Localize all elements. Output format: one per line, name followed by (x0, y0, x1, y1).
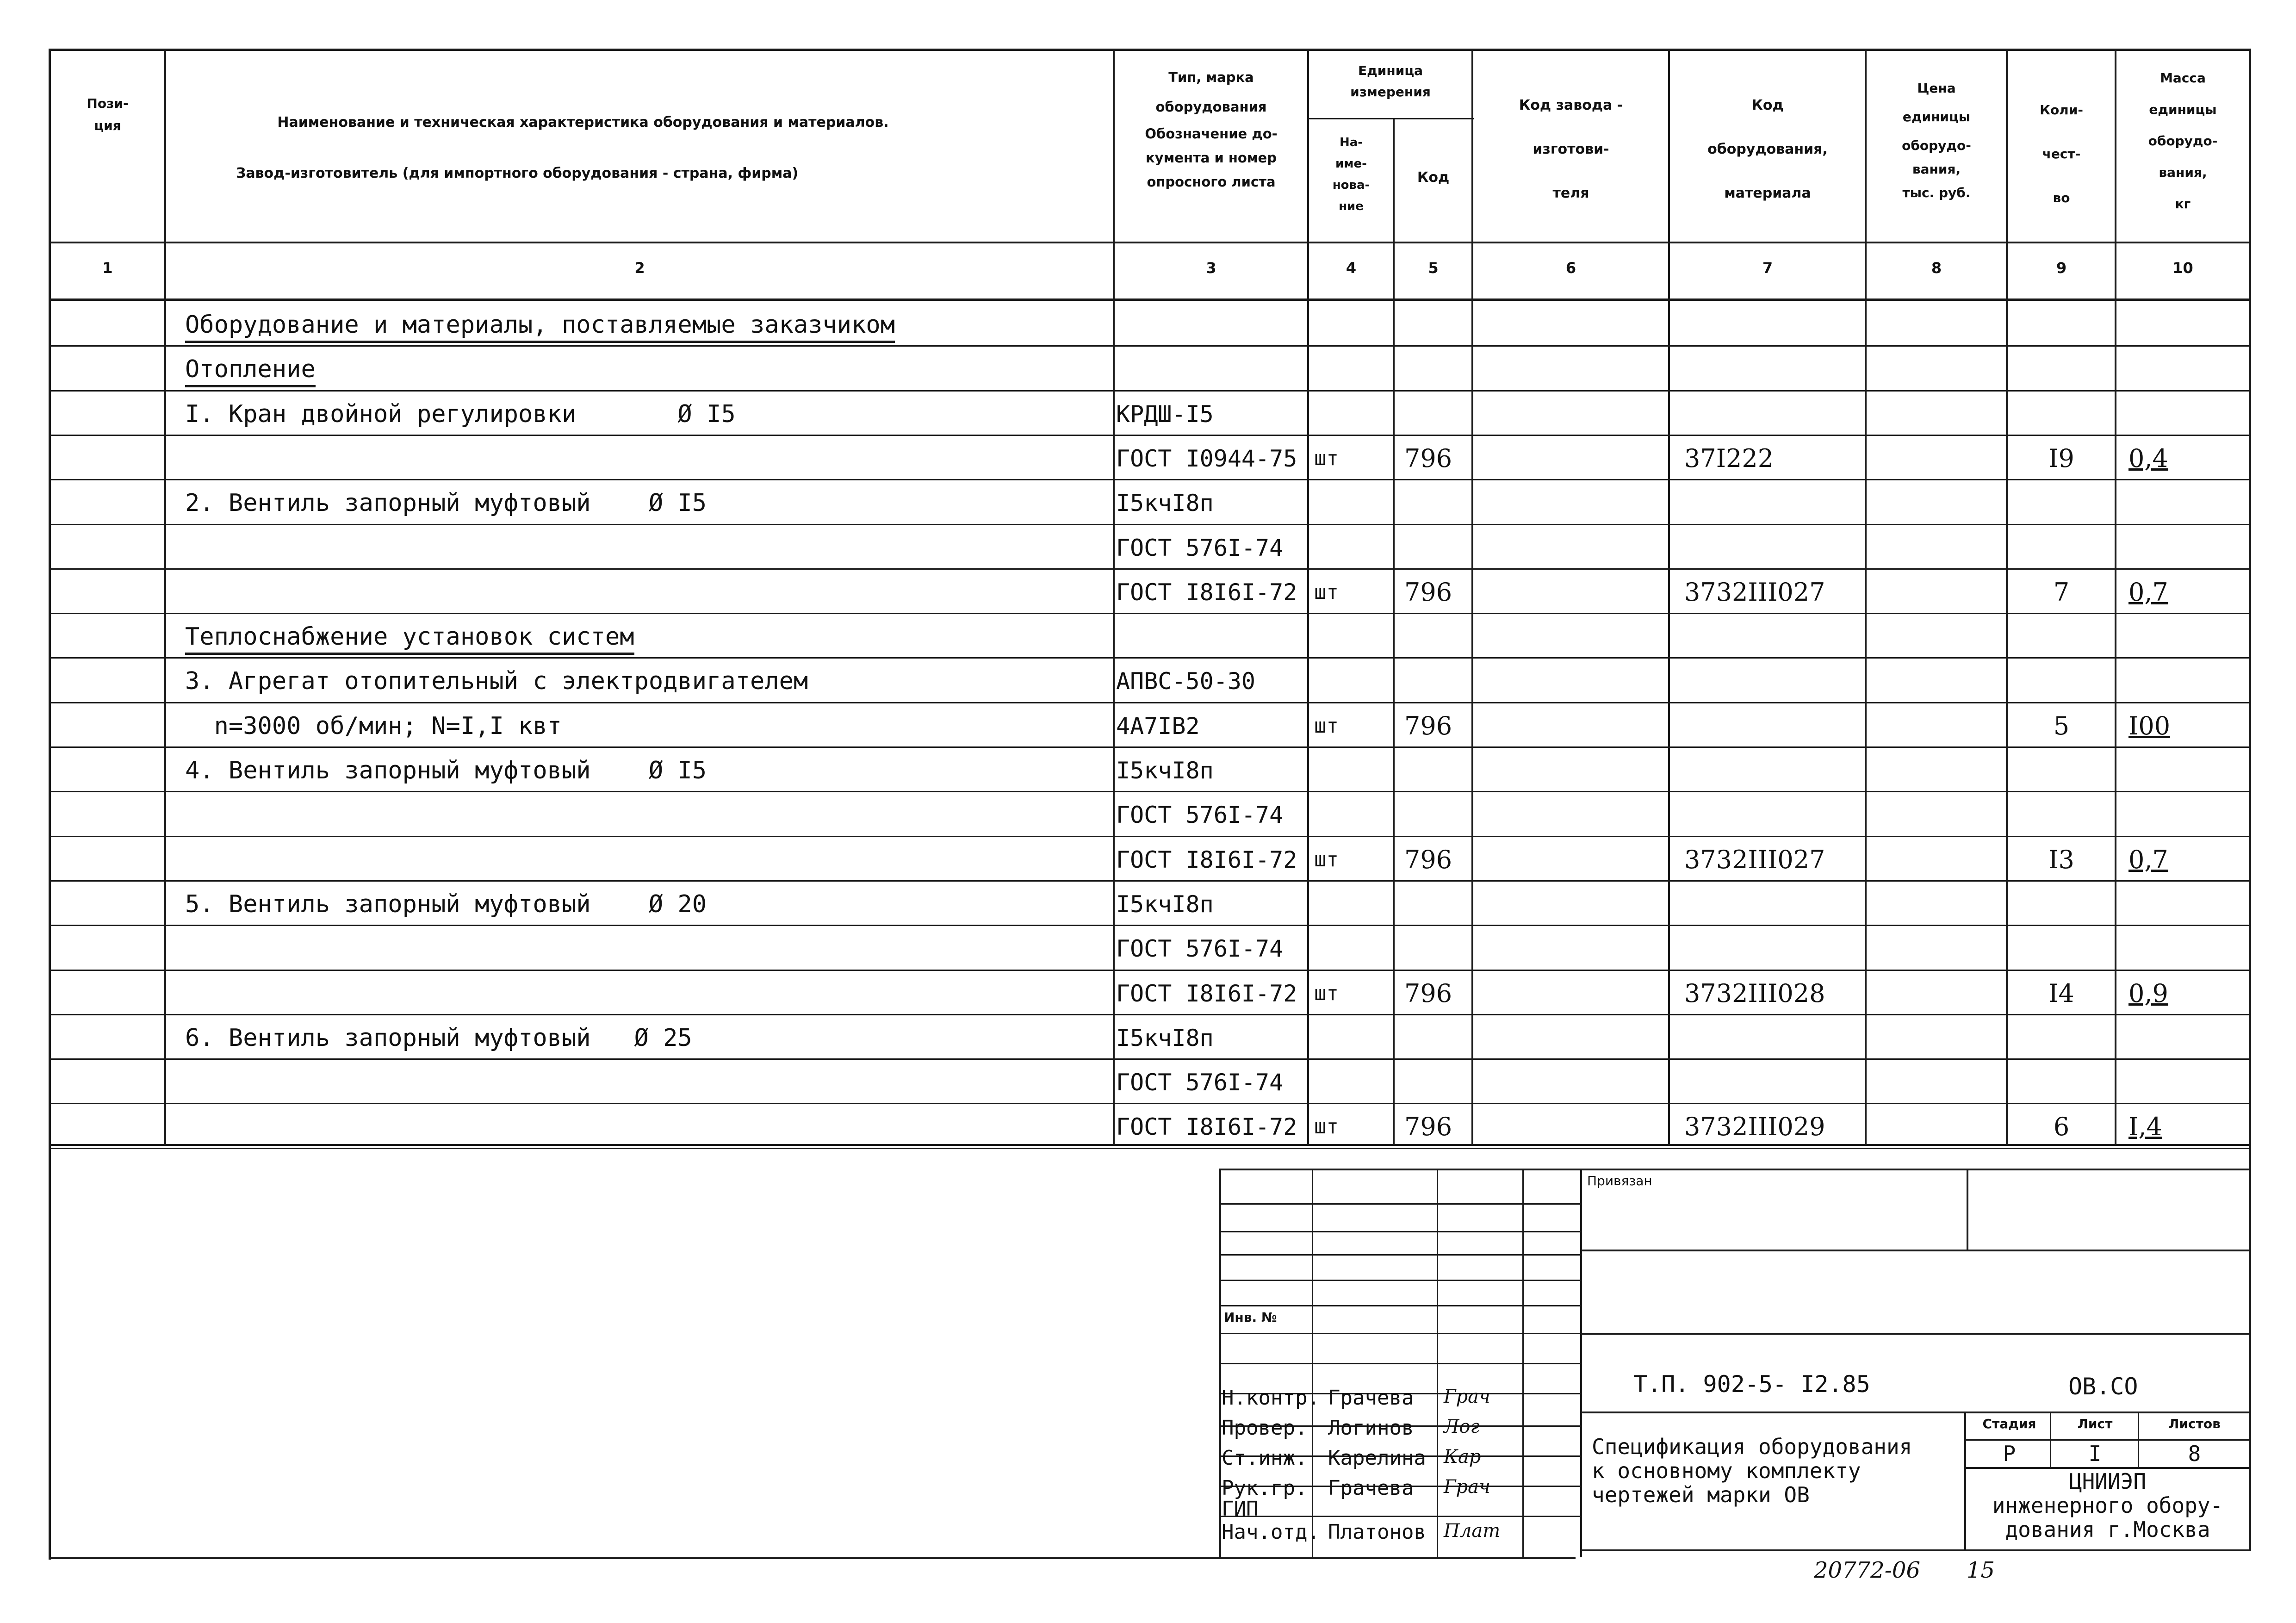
hdr-price: Цена единицы оборудо- вания, тыс. руб. (1902, 81, 1971, 200)
col-line (164, 49, 166, 1145)
hdr-unit-split (1307, 118, 1474, 119)
cell-qty: I4 (2048, 979, 2074, 1008)
colnum-9: 9 (2056, 259, 2067, 277)
cell-qty: 6 (2053, 1112, 2070, 1141)
cell-unit: шт (1314, 848, 1339, 871)
cell-mass: I,4 (2128, 1112, 2162, 1141)
stamp-h (1219, 1516, 1580, 1517)
signature: Кар (1444, 1446, 1481, 1468)
colnum-5: 5 (1428, 259, 1439, 277)
cell-code: 796 (1404, 578, 1452, 607)
cell-unit: шт (1314, 982, 1339, 1005)
stage-label: Стадия (1982, 1416, 2036, 1431)
doc-title: Спецификация оборудования к основному комплекту чертежей марки ОВ (1592, 1434, 1912, 1507)
cell-code: 796 (1404, 711, 1452, 740)
role-name: Грачева (1328, 1386, 1414, 1410)
cell-type: I5кчI8п (1116, 891, 1214, 918)
role-label: Ст.инж. (1222, 1446, 1308, 1470)
row-line (49, 345, 2251, 347)
row-line (49, 435, 2251, 436)
role-label: ГИП (1222, 1497, 1259, 1521)
colnum-6: 6 (1565, 259, 1576, 277)
hdr-unit-name: На- име- нова- ние (1332, 136, 1370, 213)
hdr-pos: Пози- ция (87, 96, 129, 133)
frame-bottom (49, 1557, 1576, 1559)
cell-name: n=3000 об/мин; N=I,I квт (185, 712, 562, 740)
role-label: Нач.отд. (1222, 1520, 1320, 1544)
row-line (49, 1103, 2251, 1104)
stamp-h (1219, 1333, 1580, 1334)
cell-mass: 0,7 (2128, 578, 2168, 607)
frame-right (2249, 49, 2251, 1550)
colnum-bottom (49, 298, 2251, 301)
col-line (1865, 49, 1867, 1145)
cell-type: I5кчI8п (1116, 757, 1214, 784)
sheets-value: 8 (2188, 1441, 2201, 1466)
stamp-h (1580, 1412, 2251, 1413)
hdr-name: Наименование и техническая характеристика оборудования и материалов. Завод-изготовитель (для импортного оборудования - страна, фирма) (236, 114, 889, 181)
row-line (49, 568, 2251, 570)
cell-name: 5. Вентиль запорный муфтовый Ø 20 (185, 890, 707, 918)
stamp-v (1964, 1412, 1966, 1550)
hdr-mass: Масса единицы оборудо- вания, кг (2148, 70, 2218, 211)
cell-unit: шт (1314, 1115, 1339, 1138)
hdr-qty: Коли- чест- во (2040, 102, 2083, 205)
cell-name: Теплоснабжение установок систем (185, 623, 634, 655)
role-label: Н.контр. (1222, 1386, 1320, 1410)
cell-code: 796 (1404, 845, 1452, 874)
hdr-mat-code: Код оборудования, материала (1707, 97, 1828, 201)
archive-number: 20772-06 (1814, 1557, 1920, 1583)
hdr-type: Тип, марка оборудования Обозначение до- кумента и номер опросного листа (1145, 69, 1278, 190)
signature: Плат (1444, 1520, 1501, 1542)
stamp-top (1219, 1169, 2251, 1170)
row-line (49, 1148, 2251, 1149)
signature: Лог (1444, 1416, 1480, 1437)
stamp-h (1580, 1250, 2251, 1251)
cell-unit: шт (1314, 714, 1339, 738)
stamp-v (2138, 1412, 2139, 1467)
cell-type: ГОСТ I8I6I-72 (1116, 579, 1297, 606)
table-bottom (49, 1144, 2251, 1146)
cell-mat: 3732III028 (1684, 979, 1825, 1008)
signature: Грач (1444, 1386, 1490, 1407)
colnum-1: 1 (102, 259, 113, 277)
role-name: Грачева (1328, 1476, 1414, 1500)
row-line (49, 524, 2251, 525)
cell-code: 796 (1404, 444, 1452, 473)
cell-type: ГОСТ 576I-74 (1116, 935, 1284, 962)
cell-type: ГОСТ I8I6I-72 (1116, 846, 1297, 873)
role-label: Рук.гр. (1222, 1476, 1308, 1500)
cell-qty: I3 (2048, 845, 2074, 874)
organization: ЦНИИЭП инженерного обору- дования г.Москва (1992, 1469, 2223, 1542)
row-line (49, 791, 2251, 792)
cell-mass: 0,4 (2128, 444, 2168, 473)
sheet-label: Лист (2077, 1416, 2113, 1431)
stamp-v (1967, 1169, 1968, 1250)
cell-type: ГОСТ I0944-75 (1116, 445, 1297, 472)
cell-qty: I9 (2048, 444, 2074, 473)
cell-type: 4А7IВ2 (1116, 713, 1200, 740)
hdr-unit: Единица измерения (1350, 63, 1431, 99)
row-line (49, 836, 2251, 837)
stamp-v (1580, 1169, 1582, 1557)
hdr-bottom (49, 242, 2251, 243)
col-line (2115, 49, 2116, 1145)
colnum-10: 10 (2172, 259, 2193, 277)
row-line (49, 1058, 2251, 1060)
cell-type: ГОСТ 576I-74 (1116, 535, 1284, 561)
colnum-4: 4 (1346, 259, 1357, 277)
row-line (49, 746, 2251, 748)
colnum-8: 8 (1931, 259, 1942, 277)
cell-type: I5кчI8п (1116, 490, 1214, 516)
frame-top (49, 49, 2251, 51)
role-name: Карелина (1328, 1446, 1426, 1470)
col-line (1668, 49, 1670, 1145)
cell-mat: 37I222 (1684, 444, 1774, 473)
col-line (1393, 118, 1395, 1145)
col-line (1113, 49, 1115, 1145)
stamp-v (2050, 1412, 2051, 1467)
colnum-7: 7 (1762, 259, 1773, 277)
cell-mass: I00 (2128, 711, 2171, 740)
row-line (49, 1014, 2251, 1015)
cell-qty: 7 (2053, 578, 2070, 607)
doc-code: Т.П. 902-5- I2.85 (1633, 1371, 1870, 1398)
cell-type: ГОСТ 576I-74 (1116, 802, 1284, 828)
colnum-3: 3 (1206, 259, 1216, 277)
cell-mass: 0,9 (2128, 979, 2168, 1008)
cell-name: Отопление (185, 355, 316, 387)
row-line (49, 613, 2251, 614)
stamp-h (1219, 1231, 1580, 1232)
drawing-mark: ОВ.СО (2068, 1373, 2138, 1400)
row-line (49, 925, 2251, 926)
cell-name: 6. Вентиль запорный муфтовый Ø 25 (185, 1024, 692, 1052)
cell-name: I. Кран двойной регулировки Ø I5 (185, 400, 736, 428)
col-line (2006, 49, 2008, 1145)
cell-type: ГОСТ I8I6I-72 (1116, 980, 1297, 1007)
privyazan-label: Привязан (1587, 1173, 1652, 1188)
stamp-h (1219, 1280, 1580, 1281)
cell-qty: 5 (2053, 711, 2070, 740)
hdr-plant-code: Код завода - изготови- теля (1519, 97, 1623, 201)
cell-unit: шт (1314, 580, 1339, 604)
stage-value: Р (2003, 1441, 2016, 1466)
stamp-h (1219, 1305, 1580, 1306)
row-line (49, 880, 2251, 882)
row-line (49, 390, 2251, 392)
cell-code: 796 (1404, 979, 1452, 1008)
cell-mass: 0,7 (2128, 845, 2168, 874)
cell-unit: шт (1314, 447, 1339, 470)
stamp-h (1219, 1254, 1580, 1256)
cell-name: 4. Вентиль запорный муфтовый Ø I5 (185, 757, 707, 784)
stamp-h (1219, 1203, 1580, 1205)
cell-mat: 3732III027 (1684, 845, 1825, 874)
cell-name: Оборудование и материалы, поставляемые заказчиком (185, 311, 895, 343)
stamp-h (1219, 1363, 1580, 1364)
role-label: Провер. (1222, 1416, 1308, 1440)
signature: Грач (1444, 1476, 1490, 1498)
stamp-h (1580, 1333, 2251, 1335)
cell-mat: 3732III027 (1684, 578, 1825, 607)
inv-label: Инв. № (1224, 1310, 1277, 1325)
role-name: Логинов (1328, 1416, 1414, 1440)
hdr-unit-code: Код (1417, 169, 1450, 186)
stamp-h (1964, 1439, 2251, 1441)
colnum-2: 2 (634, 259, 645, 277)
cell-mat: 3732III029 (1684, 1112, 1825, 1141)
cell-type: КРДШ-I5 (1116, 401, 1214, 428)
role-name: Платонов (1328, 1520, 1426, 1544)
cell-type: ГОСТ 576I-74 (1116, 1069, 1284, 1096)
cell-name: 2. Вентиль запорный муфтовый Ø I5 (185, 489, 707, 517)
row-line (49, 657, 2251, 659)
row-line (49, 479, 2251, 480)
cell-type: I5кчI8п (1116, 1025, 1214, 1051)
cell-type: ГОСТ I8I6I-72 (1116, 1113, 1297, 1140)
cell-type: АПВС-50-30 (1116, 668, 1256, 695)
archive-page: 15 (1967, 1557, 1995, 1583)
cell-code: 796 (1404, 1112, 1452, 1141)
row-line (49, 970, 2251, 971)
sheet-value: I (2088, 1441, 2102, 1466)
sheets-label: Листов (2168, 1416, 2221, 1431)
row-line (49, 702, 2251, 703)
cell-name: 3. Агрегат отопительный с электродвигателем (185, 667, 808, 695)
stamp-h (1580, 1549, 2251, 1551)
